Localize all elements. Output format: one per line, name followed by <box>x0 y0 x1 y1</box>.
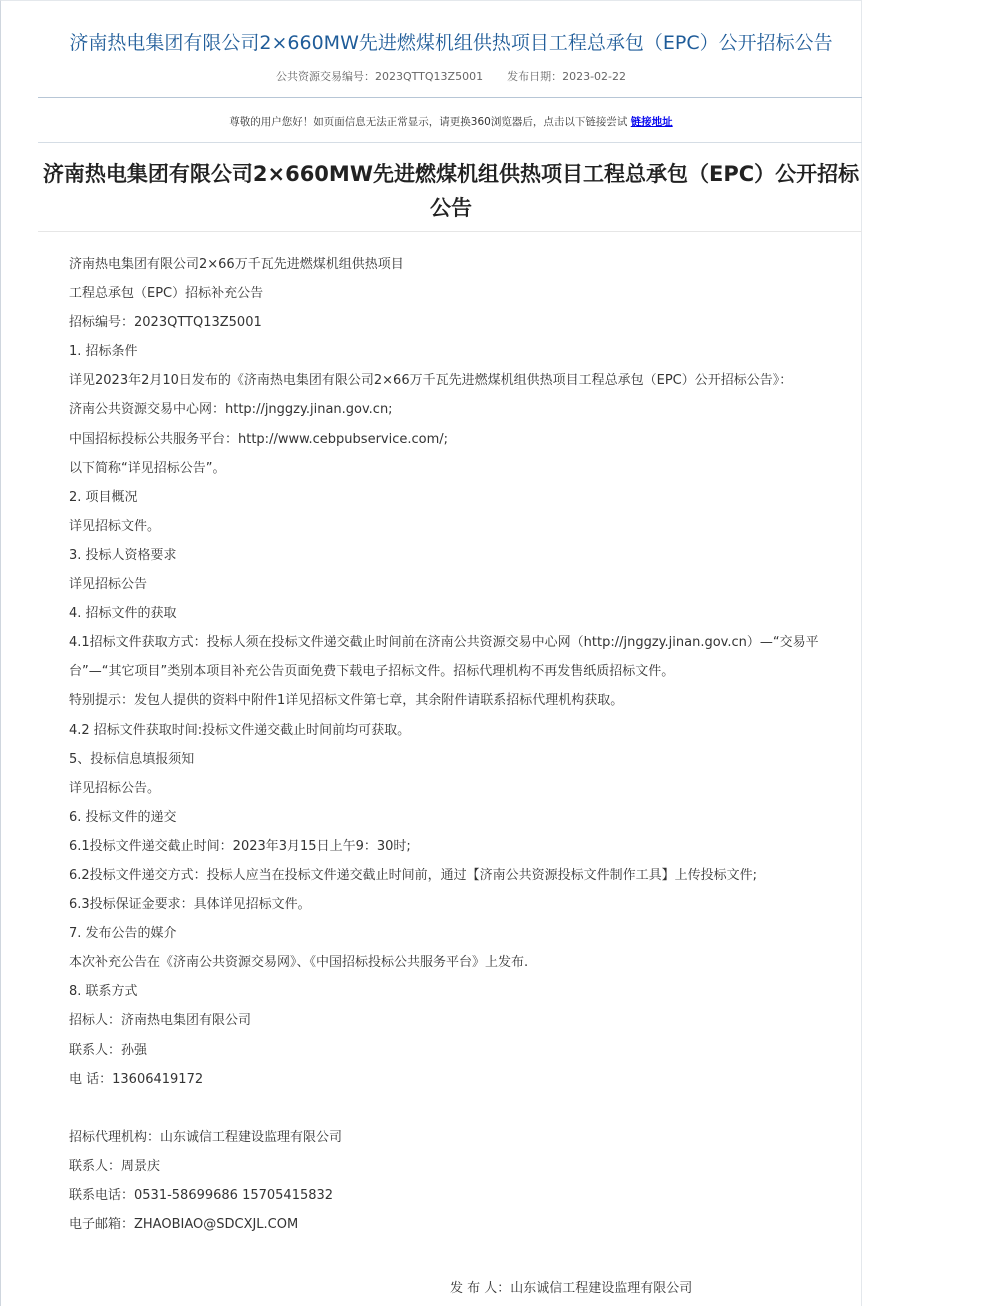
body-paragraph: 6.2投标文件递交方式：投标人应当在投标文件递交截止时间前，通过【济南公共资源投标文件制作工具】上传投标文件; <box>69 867 758 883</box>
body-paragraph: 电子邮箱：ZHAOBIAO@SDCXJL.COM <box>69 1217 299 1233</box>
body-paragraph: 工程总承包（EPC）招标补充公告 <box>69 286 264 302</box>
body-paragraph: 济南热电集团有限公司2×66万千瓦先进燃煤机组供热项目 <box>69 257 404 272</box>
divider <box>38 231 862 232</box>
body-paragraph: 6.3投标保证金要求：具体详见招标文件。 <box>69 897 311 913</box>
divider <box>38 97 862 98</box>
body-paragraph: 招标编号：2023QTTQ13Z5001 <box>69 315 262 331</box>
body-paragraph: 招标代理机构：山东诚信工程建设监理有限公司 <box>69 1129 343 1145</box>
notice-text: 尊敬的用户您好！如页面信息无法正常显示，请更换360浏览器后，点击以下链接尝试 <box>229 116 628 128</box>
body-paragraph: 联系人：孙强 <box>69 1042 148 1058</box>
body-paragraph: 4.1招标文件获取方式：投标人须在投标文件递交截止时间前在济南公共资源交易中心网（http://jnggzy.jinan.gov.cn）—“交易平台”—“其它项目”类别本项目补充公告页面免费下载电子招标文件。招标代理机构不再发售纸质招标文件。 <box>69 635 819 680</box>
body-paragraph: 电 话：13606419172 <box>69 1071 204 1087</box>
body-paragraph: 4. 招标文件的获取 <box>69 606 177 622</box>
notice-link[interactable]: 链接地址 <box>630 116 673 128</box>
publisher-line: 发 布 人：山东诚信工程建设监理有限公司 <box>450 1281 693 1296</box>
divider <box>38 142 862 143</box>
body-paragraph: 以下简称“详见招标公告”。 <box>69 460 226 476</box>
document-title: 济南热电集团有限公司2×660MW先进燃煤机组供热项目工程总承包（EPC）公开招标公告 <box>42 162 860 220</box>
body-paragraph: 6. 投标文件的递交 <box>69 809 177 825</box>
body-paragraph: 详见招标公告。 <box>69 780 161 796</box>
meta-info <box>40 68 862 84</box>
body-paragraph: 联系人：周景庆 <box>69 1158 161 1174</box>
body-paragraph: 2. 项目概况 <box>69 489 138 505</box>
body-paragraph: 详见招标文件。 <box>69 518 161 534</box>
document-body <box>69 250 855 1239</box>
date-value: 2023-02-22 <box>562 70 627 83</box>
date-label: 发布日期： <box>507 70 563 83</box>
body-paragraph: 特别提示：发包人提供的资料中附件1详见招标文件第七章，其余附件请联系招标代理机构获取。 <box>69 693 624 709</box>
body-paragraph: 4.2 招标文件获取时间:投标文件递交截止时间前均可获取。 <box>69 722 411 738</box>
body-paragraph: 7. 发布公告的媒介 <box>69 926 177 942</box>
body-paragraph: 招标人：济南热电集团有限公司 <box>69 1013 252 1029</box>
blank-line <box>69 1094 855 1123</box>
body-paragraph: 联系电话：0531-58699686 15705415832 <box>69 1188 334 1203</box>
body-paragraph: 济南公共资源交易中心网：http://jnggzy.jinan.gov.cn; <box>69 402 393 418</box>
body-paragraph: 本次补充公告在《济南公共资源交易网》、《中国招标投标公共服务平台》上发布. <box>69 955 529 971</box>
page-header-title: 济南热电集团有限公司2×660MW先进燃煤机组供热项目工程总承包（EPC）公开招标公告 <box>69 32 833 54</box>
body-paragraph: 8. 联系方式 <box>69 984 138 1000</box>
trade-no-value: 2023QTTQ13Z5001 <box>374 70 484 83</box>
body-paragraph: 1. 招标条件 <box>69 344 138 360</box>
body-paragraph: 5、投标信息填报须知 <box>69 751 195 767</box>
trade-no-label: 公共资源交易编号： <box>275 70 375 83</box>
body-paragraph: 详见2023年2月10日发布的《济南热电集团有限公司2×66万千瓦先进燃煤机组供热项目工程总承包（EPC）公开招标公告》： <box>69 373 793 389</box>
body-paragraph: 3. 投标人资格要求 <box>69 547 177 563</box>
browser-notice <box>40 114 862 129</box>
body-paragraph: 中国招标投标公共服务平台：http://www.cebpubservice.com/; <box>69 431 449 447</box>
body-paragraph: 详见招标公告 <box>69 577 148 593</box>
body-paragraph: 6.1投标文件递交截止时间：2023年3月15日上午9：30时; <box>69 838 411 854</box>
